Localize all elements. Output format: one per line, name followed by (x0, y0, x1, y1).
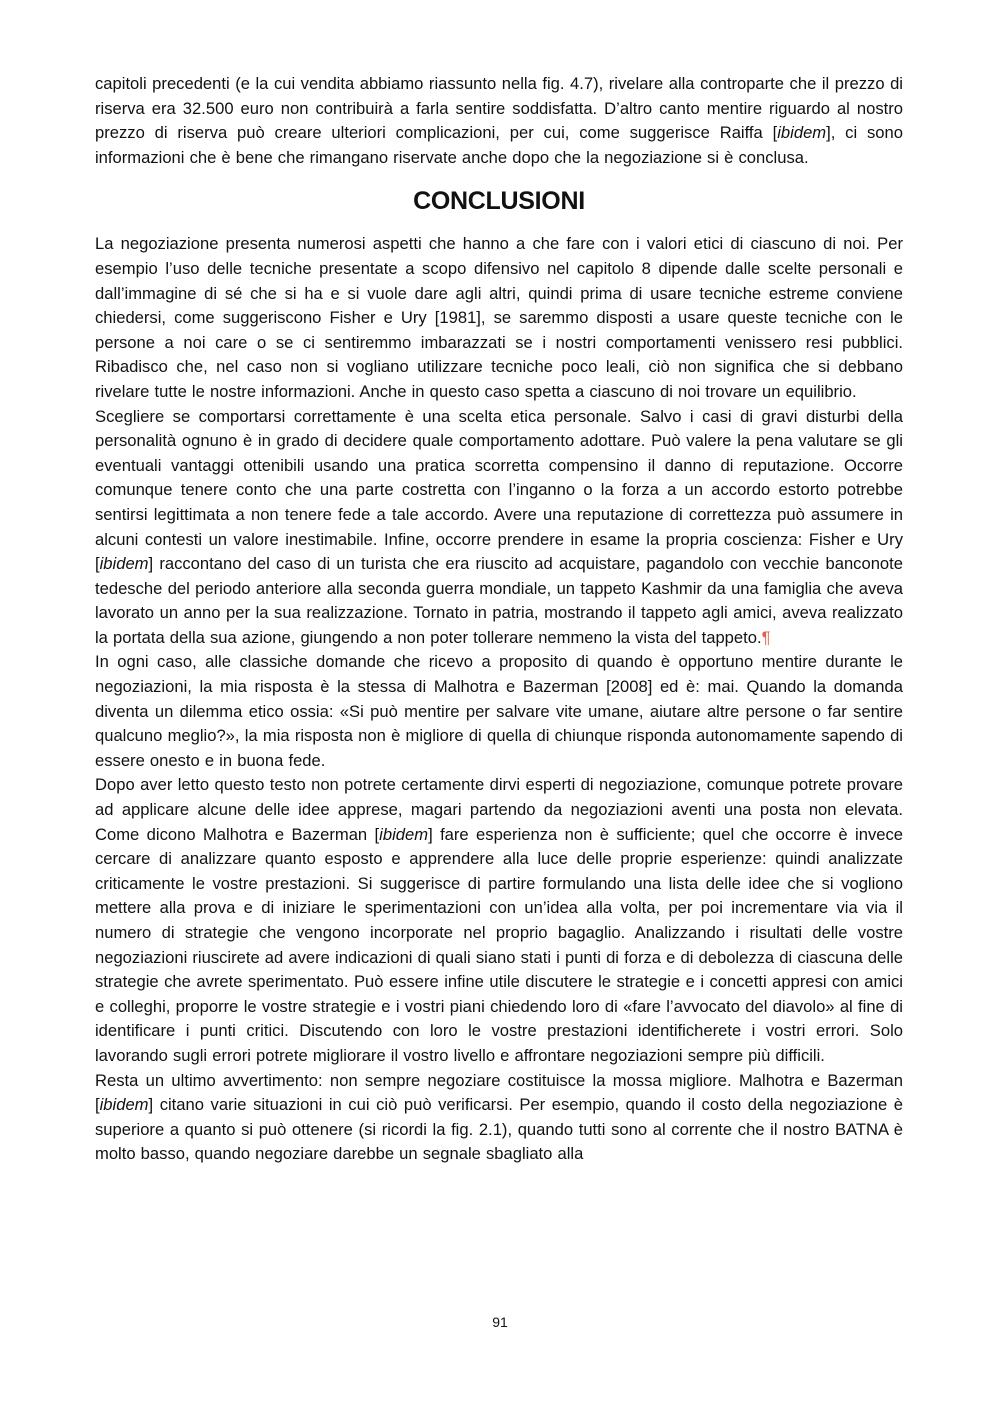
pilcrow-mark: ¶ (761, 627, 771, 647)
italic-citation: ibidem (99, 1095, 149, 1115)
italic-citation: ibidem (777, 123, 827, 143)
intro-paragraph (95, 72, 903, 170)
document-page (95, 72, 903, 1167)
paragraph-practice (95, 773, 903, 1068)
paragraph-lying (95, 650, 903, 773)
text-run: ] fare esperienza non è sufficiente; quel che occorre è invece cercare di analizzare quanto esposto e apprendere alla luce delle proprie esperienze: quindi analizzate criticamente le vostre prestazioni. Si suggerisce di partire formulando una lista delle idee che si vogliono mettere alla prova e di iniziare le sperimentazioni con un’idea alla volta, per poi incrementare via via il numero di strategie che vengono incorporate nel proprio bagaglio. Analizzando i risultati delle vostre negoziazioni riuscirete ad avere indicazioni di quali siano stati i punti di forza e di debolezza di ciascuna delle strategie che avrete sperimentato. Può essere infine utile discutere le strategie e i concetti appresi con amici e colleghi, proporre le vostre strategie e i vostri piani chiedendo loro di «fare l’avvocato del diavolo» al fine di identificare i punti critici. Discutendo con loro le vostre prestazioni identificherete i vostri errori. Solo lavorando sugli errori potrete migliorare il vostro livello e affrontare negoziazioni sempre più difficili. (95, 824, 903, 1065)
paragraph-warning (95, 1069, 903, 1167)
text-run: La negoziazione presenta numerosi aspetti che hanno a che fare con i valori etici di ciascuno di noi. Per esempio l’uso delle tecniche presentate a scopo difensivo nel capitolo 8 dipende dalle scelte personali e dall’immagine di sé che si ha e si vuole dare agli altri, quindi prima di usare tecniche estreme conviene chiedersi, come suggeriscono Fisher e Ury [1981], se saremmo disposti a usare queste tecniche con le persone a noi care o se ci sentiremmo imbarazzati se i nostri comportamenti venissero resi pubblici. Ribadisco che, nel caso non si vogliano utilizzare tecniche poco leali, ciò non significa che si debbano rivelare tutte le nostre informazioni. Anche in questo caso spetta a ciascuno di noi trovare un equilibrio. (95, 234, 903, 401)
paragraph-ethics (95, 232, 903, 404)
text-run: Resta un ultimo avvertimento: non sempre negoziare costituisce la mossa migliore. Malhotra e Bazerman [ (95, 1070, 903, 1115)
text-run: ] citano varie situazioni in cui ciò può verificarsi. Per esempio, quando il costo della negoziazione è superiore a quanto si può ottenere (si ricordi la fig. 2.1), quando tutti sono al corrente che il nostro BATNA è molto basso, quando negoziare darebbe un segnale sbagliato alla (95, 1095, 903, 1164)
text-run: ], ci sono informazioni che è bene che rimangano riservate anche dopo che la negoziazione si è conclusa. (95, 123, 903, 167)
page-number: 91 (492, 1314, 508, 1330)
text-run: In ogni caso, alle classiche domande che ricevo a proposito di quando è opportuno mentire durante le negoziazioni, la mia risposta è la stessa di Malhotra e Bazerman [2008] ed è: mai. Quando la domanda diventa un dilemma etico ossia: «Si può mentire per salvare vite umane, aiutare altre persone o far sentire qualcuno meglio?», la mia risposta non è migliore di quella di chiunque risponda autonomamente sapendo di essere onesto e in buona fede. (95, 652, 903, 770)
italic-citation: ibidem (379, 824, 429, 844)
paragraph-ethical-choice (95, 405, 903, 651)
italic-citation: ibidem (99, 554, 149, 574)
text-run: ] raccontano del caso di un turista che era riuscito ad acquistare, pagandolo con vecchie banconote tedesche del periodo anteriore alla seconda guerra mondiale, un tappeto Kashmir da una famiglia che aveva lavorato un anno per la sua realizzazione. Tornato in patria, mostrando il tappeto agli amici, aveva realizzato la portata della sua azione, giungendo a non poter tollerare nemmeno la vista del tappeto. (95, 554, 903, 647)
text-run: capitoli precedenti (e la cui vendita abbiamo riassunto nella fig. 4.7), rivelare alla controparte che il prezzo di riserva era 32.500 euro non contribuirà a farla sentire soddisfatta. D’altro canto mentire riguardo al nostro prezzo di riserva può creare ulteriori complicazioni, per cui, come suggerisce Raiffa [ (95, 74, 903, 143)
section-heading: CONCLUSIONI (413, 187, 585, 216)
text-run: Scegliere se comportarsi correttamente è una scelta etica personale. Salvo i casi di gravi disturbi della personalità ognuno è in grado di decidere quale comportamento adottare. Può valere la pena valutare se gli eventuali vantaggi ottenibili usando una pratica scorretta compensino il danno di reputazione. Occorre comunque tenere conto che una parte costretta con l’inganno o la forza a un accordo estorto potrebbe sentirsi legittimata a non tenere fede a tale accordo. Avere una reputazione di correttezza può assumere in alcuni contesti un valore inestimabile. Infine, occorre prendere in esame la propria coscienza: Fisher e Ury [ (95, 406, 903, 574)
text-run: Dopo aver letto questo testo non potrete certamente dirvi esperti di negoziazione, comunque potrete provare ad applicare alcune delle idee apprese, magari partendo da negoziazioni aventi una posta non elevata. Come dicono Malhotra e Bazerman [ (95, 775, 903, 844)
